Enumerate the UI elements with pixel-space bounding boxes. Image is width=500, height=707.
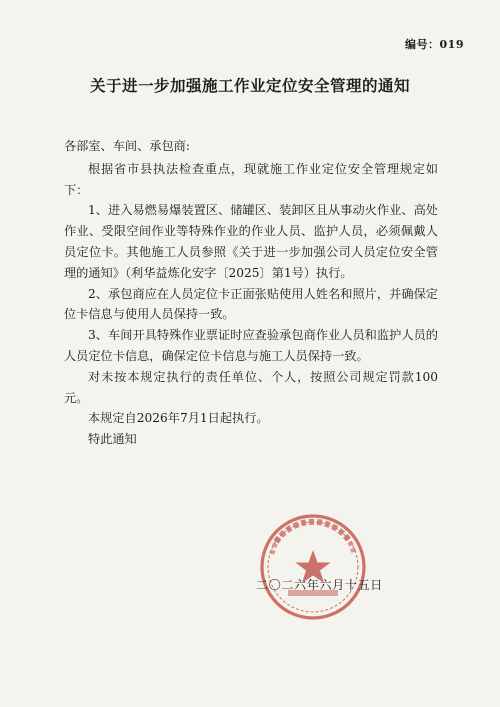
paragraph-item-1: 1、进入易燃易爆装置区、储罐区、装卸区且从事动火作业、高处作业、受限空间作业等特殊作业的作业人员、监护人员，必须佩戴人员定位卡。其他施工人员参照《关于进一步加强公司人员定位安全管理的通知》（利华益炼化安字〔2025〕第1号）执行。 <box>64 203 438 280</box>
paragraph-item-2: 2、承包商应在人员定位卡正面张贴使用人姓名和照片，并确保定位卡信息与使用人员保持一致。 <box>64 286 438 322</box>
salutation: 各部室、车间、承包商: <box>64 139 190 153</box>
paragraph-item-3: 3、车间开具特殊作业票证时应查验承包商作业人员和监护人员的人员定位卡信息，确保定位卡信息与施工人员保持一致。 <box>64 328 438 363</box>
document-number: 编号：019 <box>405 38 464 51</box>
paragraph-effective-date: 本规定自2026年7月1日起执行。 <box>88 411 269 426</box>
company-seal-stamp <box>258 512 368 622</box>
paragraph-penalty: 对未按本规定执行的责任单位、个人，按照公司规定罚款100元。 <box>64 369 438 405</box>
paragraph-closing: 特此通知 <box>88 432 137 447</box>
issue-date: 二〇二六年六月十五日 <box>256 578 383 592</box>
paragraph-intro: 根据省市县执法检查重点，现就施工作业定位安全管理规定如下： <box>64 161 438 197</box>
document-body <box>64 136 438 450</box>
document-title: 关于进一步加强施工作业定位安全管理的通知 <box>89 76 410 95</box>
